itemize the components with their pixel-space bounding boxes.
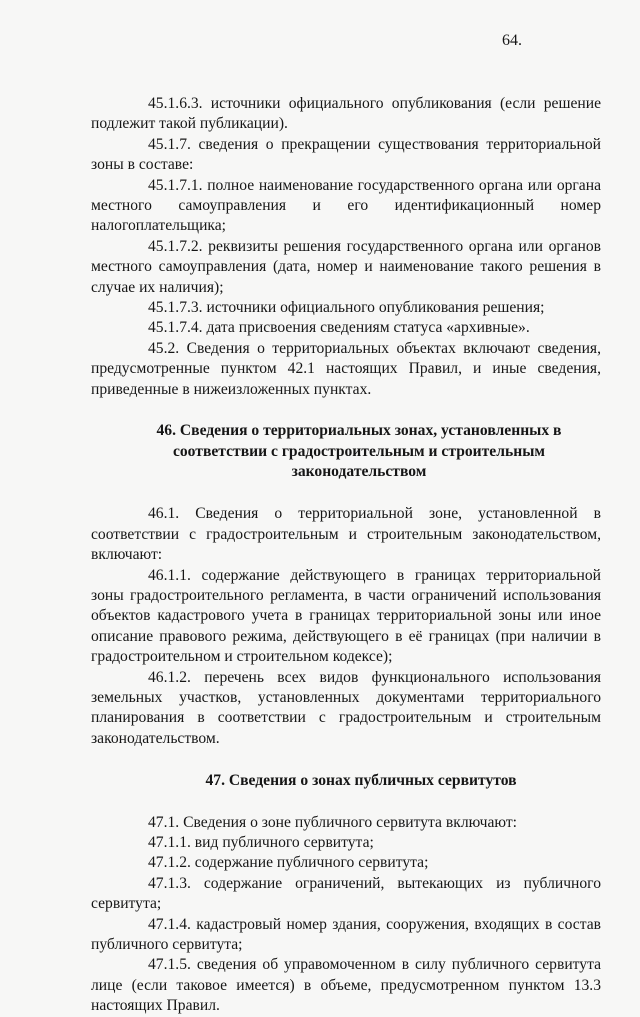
paragraph-46-1: 46.1. Сведения о территориальной зоне, установленной в соответствии с градостроительным и строительным законодательством, включают: [91, 505, 601, 564]
paragraph-47-1-2: 47.1.2. содержание публичного сервитута; [148, 854, 429, 872]
paragraph-46-1-1: 46.1.1. содержание действующего в границах территориальной зоны градостроительного регламента, в части ограничений использования объектов кадастрового учета в границах территориальной зоны или иное описание правового режима, действующего в её границах (при наличии в градостроительном и строительном кодексе); [91, 566, 601, 666]
paragraph-45-1-7-3: 45.1.7.3. источники официального опубликования решения; [148, 299, 545, 317]
paragraph-46-1-2: 46.1.2. перечень всех видов функционального использования земельных участков, установленных документами территориального планирования в соответствии с градостроительным и строительным законодательством. [91, 668, 601, 747]
paragraph-45-1-6-3: 45.1.6.3. источники официального опубликования (если решение подлежит такой публикации). [91, 95, 601, 133]
page-number: 64. [502, 32, 522, 49]
paragraph-47-1-3: 47.1.3. содержание ограничений, вытекающих из публичного сервитута; [91, 874, 601, 913]
section-47-heading: 47. Сведения о зонах публичных сервитутов [205, 772, 517, 790]
document-body [91, 94, 601, 1017]
paragraph-47-1-4: 47.1.4. кадастровый номер здания, сооружения, входящих в состав публичного сервитута; [91, 915, 601, 954]
paragraph-47-1: 47.1. Сведения о зоне публичного сервитута включают: [148, 813, 518, 831]
paragraph-45-1-7-1: 45.1.7.1. полное наименование государственного органа или органа местного самоуправления и его идентификационный номер налогоплательщика; [91, 176, 601, 235]
paragraph-47-1-5: 47.1.5. сведения об управомоченном в силу публичного сервитута лице (если таковое имеется) в объеме, предусмотренном пунктом 13.3 настоящих Правил. [91, 956, 601, 1015]
paragraph-45-1-7: 45.1.7. сведения о прекращении существования территориальной зоны в составе: [91, 135, 601, 174]
section-46-heading: 46. Сведения о территориальных зонах, установленных в соответствии с градостроительным и строительным законодательством [156, 422, 562, 480]
paragraph-45-1-7-4: 45.1.7.4. дата присвоения сведениям статуса «архивные». [148, 319, 530, 337]
paragraph-47-1-1: 47.1.1. вид публичного сервитута; [148, 834, 374, 851]
paragraph-45-2: 45.2. Сведения о территориальных объектах включают сведения, предусмотренные пунктом 42.1 настоящих Правил, и иные сведения, приведенные в нижеизложенных пунктах. [91, 339, 601, 398]
paragraph-45-1-7-2: 45.1.7.2. реквизиты решения государственного органа или органов местного самоуправления (дата, номер и наименование такого решения в случае их наличия); [91, 237, 601, 296]
